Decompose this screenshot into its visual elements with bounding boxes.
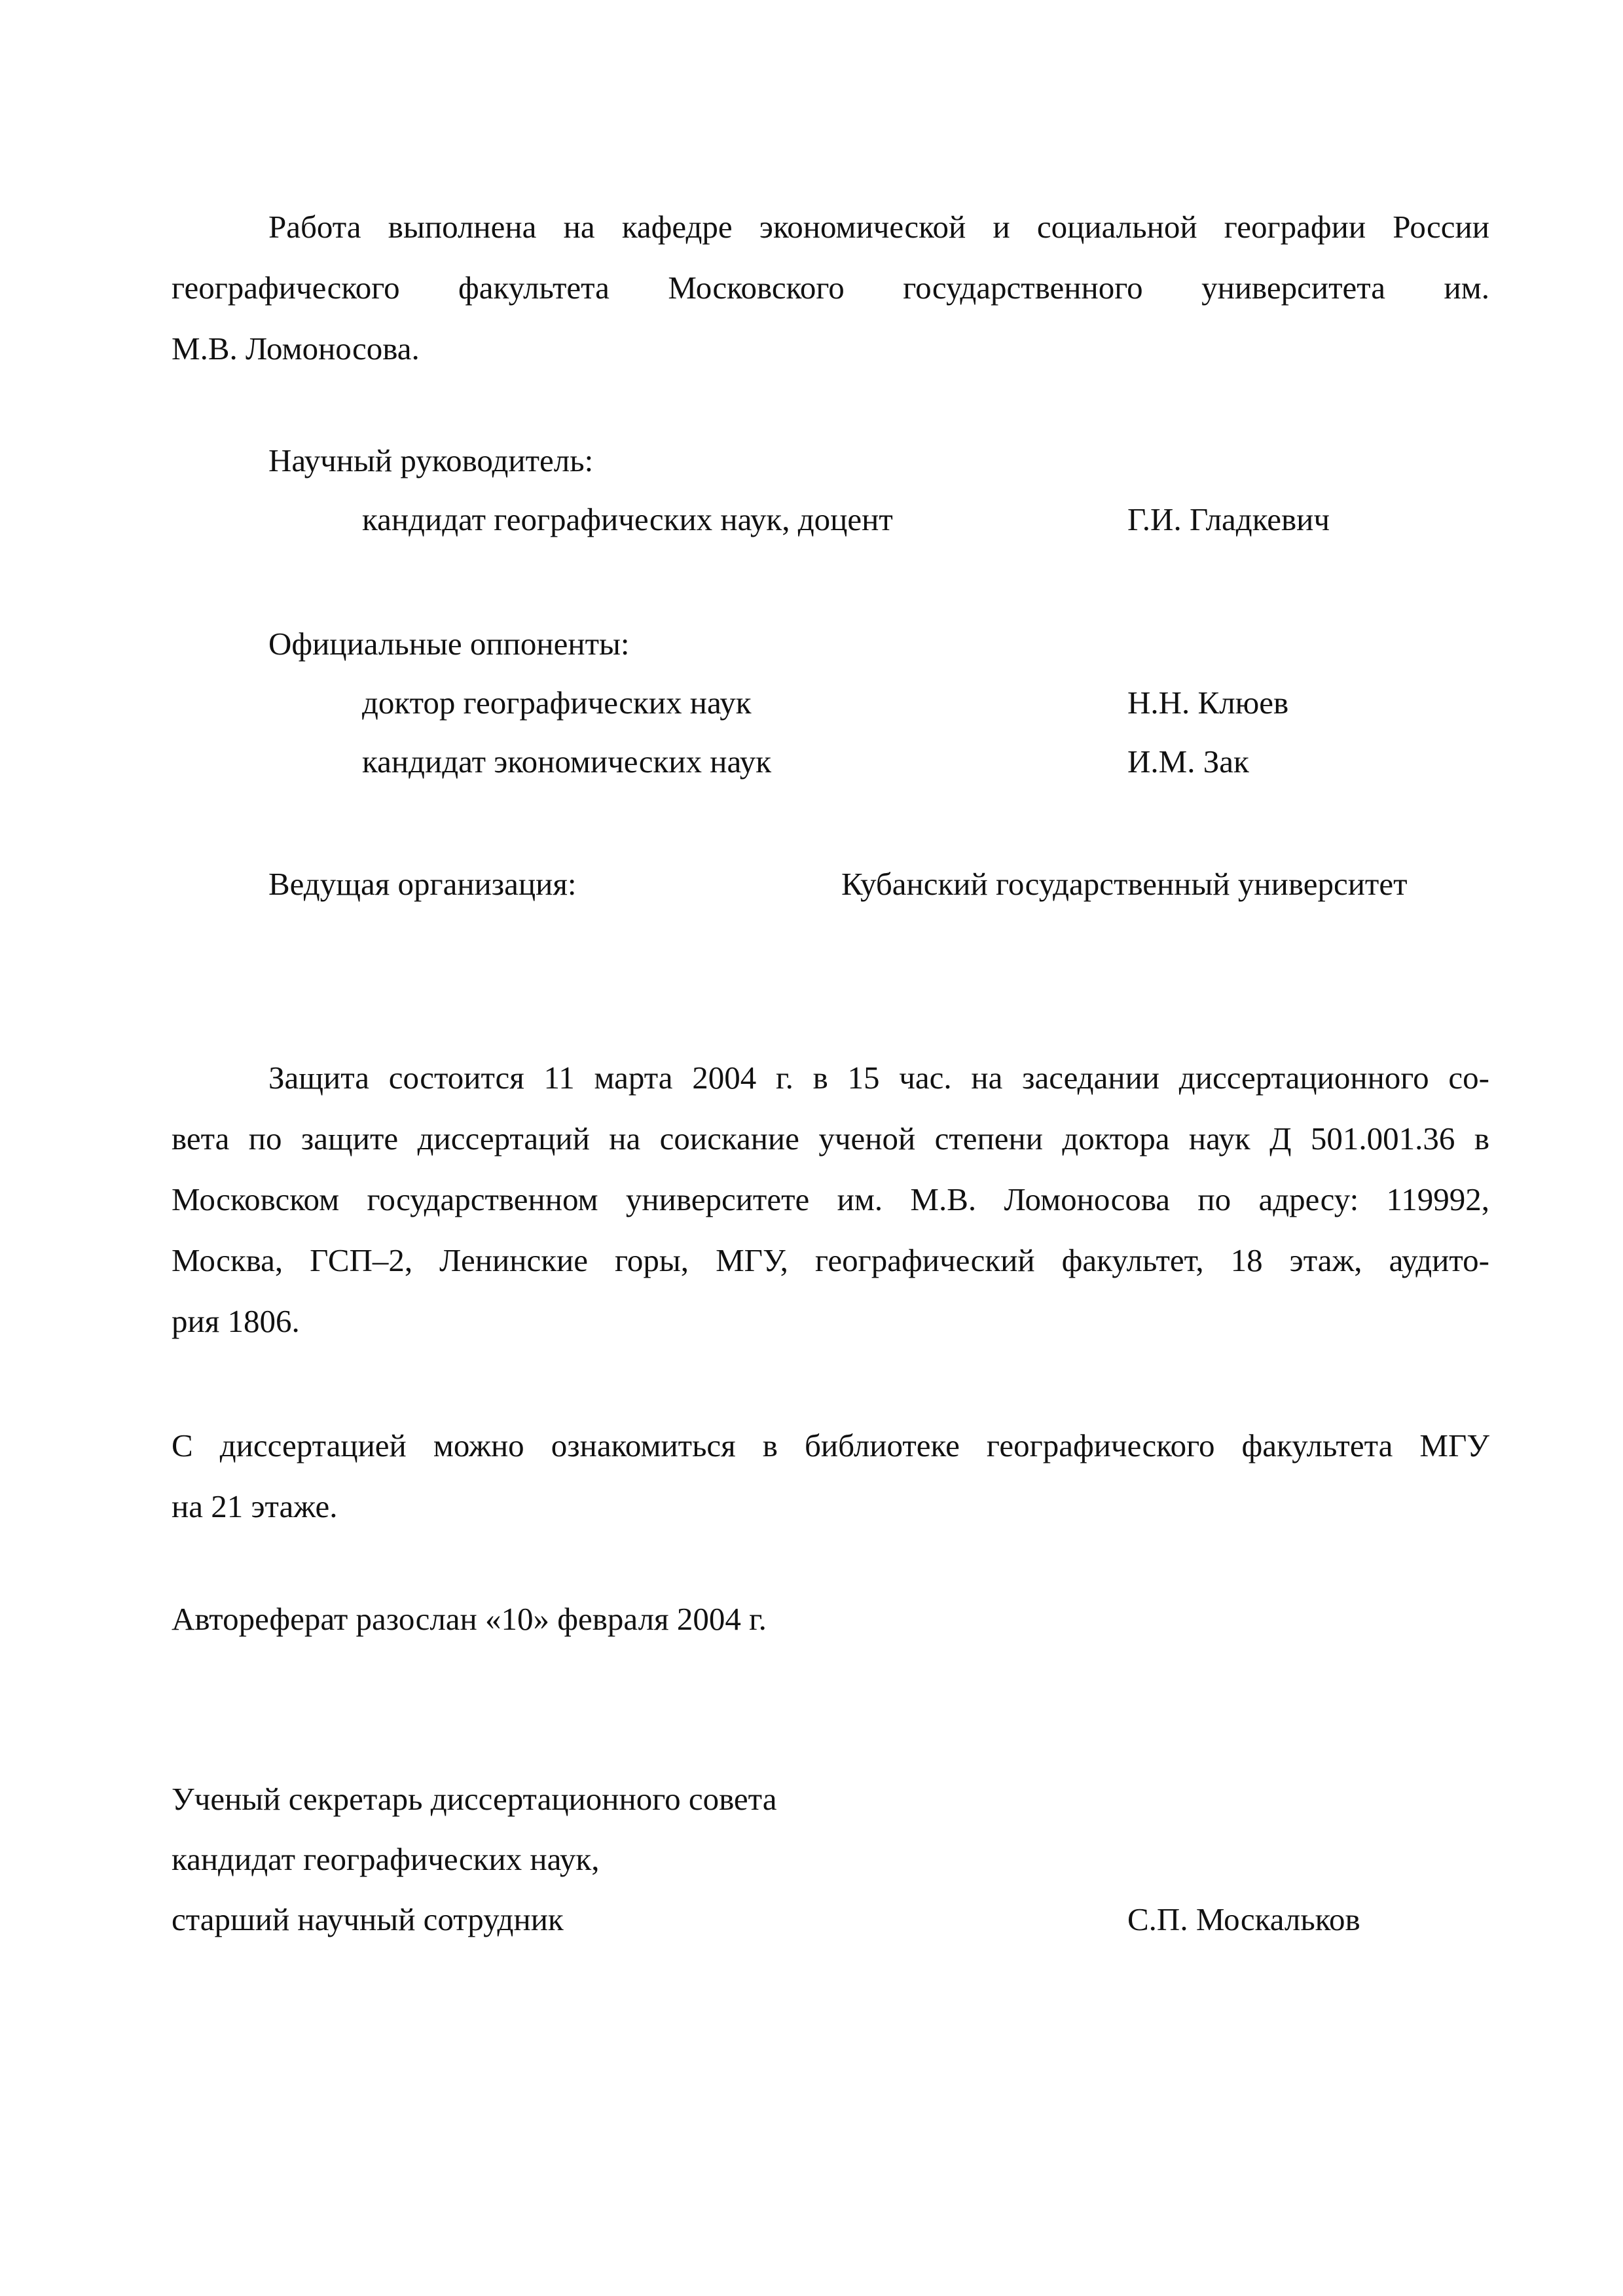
leading-org-label: Ведущая организация:: [268, 866, 577, 902]
secretary-line: Ученый секретарь диссертационного совета: [172, 1781, 777, 1817]
defense-line: вета по защите диссертаций на соискание ученой степени доктора наук Д 501.001.36 в: [172, 1121, 1489, 1157]
intro-line: географического факультета Московского государственного университета им.: [172, 270, 1489, 306]
supervisor-title: кандидат географических наук, доцент: [362, 501, 893, 537]
intro-paragraph: [172, 196, 1489, 379]
defense-line: Защита состоится 11 марта 2004 г. в 15 час. на заседании диссертационного со-: [268, 1060, 1489, 1096]
defense-line: рия 1806.: [172, 1303, 300, 1339]
supervisor-heading: Научный руководитель:: [268, 442, 594, 478]
defense-line: Москва, ГСП–2, Ленинские горы, МГУ, географический факультет, 18 этаж, аудито-: [172, 1242, 1489, 1278]
secretary-name: С.П. Москальков: [1127, 1901, 1360, 1937]
intro-line: Работа выполнена на кафедре экономической и социальной географии России: [268, 209, 1489, 245]
opponent-title: доктор географических наук: [362, 685, 752, 721]
secretary-line: кандидат географических наук,: [172, 1841, 600, 1877]
library-paragraph: [172, 1415, 1489, 1537]
opponent-name: И.М. Зак: [1127, 744, 1249, 780]
intro-line: М.В. Ломоносова.: [172, 331, 420, 367]
mailing-date: Автореферат разослан «10» февраля 2004 г.: [172, 1601, 767, 1637]
defense-line: Московском государственном университете им. М.В. Ломоносова по адресу: 119992,: [172, 1181, 1489, 1217]
defense-paragraph: [172, 1047, 1489, 1352]
opponent-name: Н.Н. Клюев: [1127, 685, 1289, 721]
library-line: на 21 этаже.: [172, 1488, 338, 1524]
leading-org-value: Кубанский государственный университет: [841, 866, 1408, 902]
library-line: С диссертацией можно ознакомиться в библиотеке географического факультета МГУ: [172, 1427, 1489, 1463]
supervisor-name: Г.И. Гладкевич: [1127, 501, 1330, 537]
opponents-heading: Официальные оппоненты:: [268, 626, 630, 662]
opponent-title: кандидат экономических наук: [362, 744, 772, 780]
secretary-line: старший научный сотрудник: [172, 1901, 564, 1937]
